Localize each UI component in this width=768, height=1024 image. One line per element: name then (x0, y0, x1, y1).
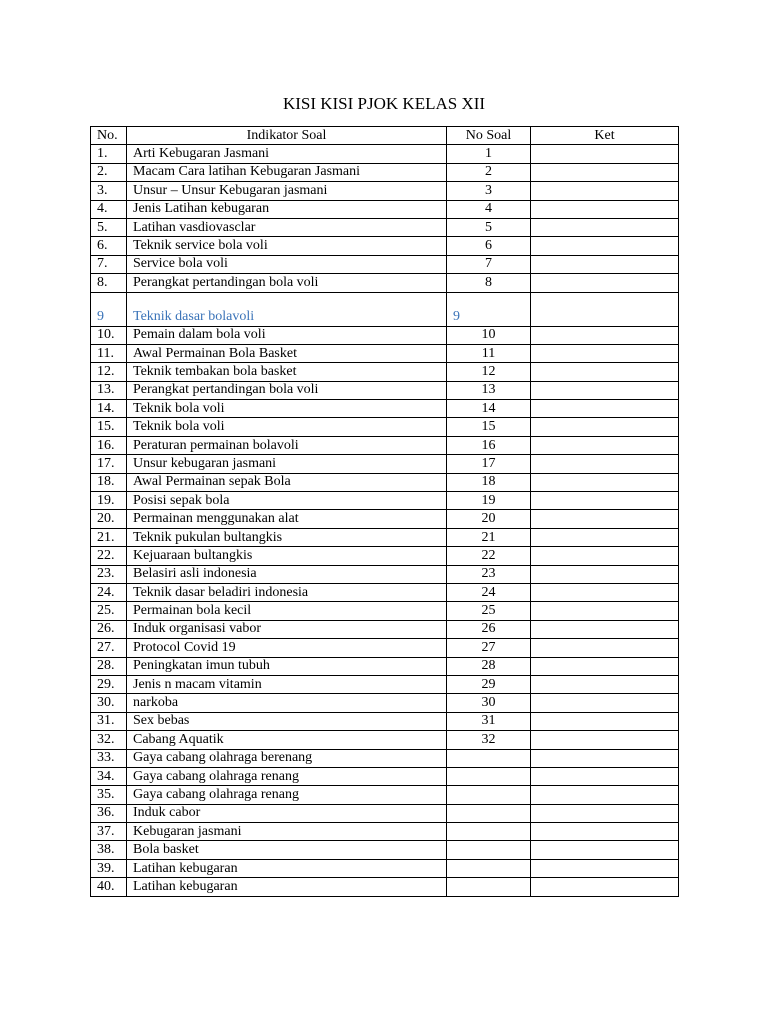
row-no-soal: 11 (447, 344, 531, 362)
row-ket (531, 455, 679, 473)
row-indikator: Awal Permainan sepak Bola (127, 473, 447, 491)
row-ket (531, 492, 679, 510)
table-row (91, 620, 679, 638)
row-ket (531, 731, 679, 749)
row-no-soal (447, 859, 531, 877)
table-row (91, 255, 679, 273)
row-ket (531, 786, 679, 804)
table-row (91, 878, 679, 896)
row-ket (531, 163, 679, 181)
row-ket (531, 602, 679, 620)
table-row (91, 510, 679, 528)
row-ket (531, 841, 679, 859)
row-indikator: Arti Kebugaran Jasmani (127, 145, 447, 163)
row-number: 19. (91, 492, 127, 510)
row-number: 6. (91, 237, 127, 255)
row-ket (531, 528, 679, 546)
row-indikator: Service bola voli (127, 255, 447, 273)
row-indikator: Peningkatan imun tubuh (127, 657, 447, 675)
table-row (91, 712, 679, 730)
row-no-soal (447, 786, 531, 804)
table-row (91, 675, 679, 693)
row-no-soal: 15 (447, 418, 531, 436)
table-row (91, 218, 679, 236)
row-ket (531, 675, 679, 693)
kisi-kisi-table (90, 126, 679, 897)
row-number: 40. (91, 878, 127, 896)
table-row (91, 841, 679, 859)
row-ket (531, 749, 679, 767)
row-indikator: Permainan menggunakan alat (127, 510, 447, 528)
row-number: 5. (91, 218, 127, 236)
row-indikator: Teknik tembakan bola basket (127, 363, 447, 381)
row-indikator: Gaya cabang olahraga renang (127, 786, 447, 804)
row-ket (531, 292, 679, 326)
row-indikator: Latihan vasdiovasclar (127, 218, 447, 236)
table-row (91, 859, 679, 877)
row-number: 12. (91, 363, 127, 381)
table-row (91, 363, 679, 381)
row-indikator: Perangkat pertandingan bola voli (127, 274, 447, 292)
table-row (91, 200, 679, 218)
table-row (91, 473, 679, 491)
table-row (91, 583, 679, 601)
row-no-soal: 24 (447, 583, 531, 601)
table-row (91, 749, 679, 767)
row-number: 35. (91, 786, 127, 804)
row-no-soal: 16 (447, 436, 531, 454)
row-ket (531, 712, 679, 730)
row-no-soal: 29 (447, 675, 531, 693)
row-number: 7. (91, 255, 127, 273)
row-no-soal: 21 (447, 528, 531, 546)
row-no-soal: 22 (447, 547, 531, 565)
table-row (91, 694, 679, 712)
row-ket (531, 436, 679, 454)
row-number: 36. (91, 804, 127, 822)
row-ket (531, 859, 679, 877)
row-number: 16. (91, 436, 127, 454)
row-number: 38. (91, 841, 127, 859)
row-no-soal: 6 (447, 237, 531, 255)
row-ket (531, 878, 679, 896)
row-ket (531, 237, 679, 255)
row-indikator: Bola basket (127, 841, 447, 859)
row-ket (531, 400, 679, 418)
row-no-soal: 17 (447, 455, 531, 473)
row-indikator: Kejuaraan bultangkis (127, 547, 447, 565)
row-indikator: Cabang Aquatik (127, 731, 447, 749)
row-number: 17. (91, 455, 127, 473)
table-row (91, 492, 679, 510)
row-no-soal: 28 (447, 657, 531, 675)
row-ket (531, 767, 679, 785)
row-ket (531, 200, 679, 218)
row-number: 27. (91, 639, 127, 657)
row-no-soal: 20 (447, 510, 531, 528)
row-number: 2. (91, 163, 127, 181)
row-number: 10. (91, 326, 127, 344)
table-row (91, 237, 679, 255)
row-no-soal: 3 (447, 182, 531, 200)
row-no-soal: 30 (447, 694, 531, 712)
row-no-soal: 2 (447, 163, 531, 181)
table-row (91, 804, 679, 822)
row-no-soal (447, 878, 531, 896)
header-no-soal: No Soal (447, 127, 531, 145)
row-indikator: Latihan kebugaran (127, 878, 447, 896)
row-no-soal: 1 (447, 145, 531, 163)
row-indikator: Teknik bola voli (127, 418, 447, 436)
row-no-soal (447, 804, 531, 822)
table-row (91, 418, 679, 436)
table-row (91, 292, 679, 326)
row-ket (531, 473, 679, 491)
row-no-soal: 31 (447, 712, 531, 730)
row-indikator: Gaya cabang olahraga renang (127, 767, 447, 785)
row-no-soal: 7 (447, 255, 531, 273)
row-indikator: Teknik pukulan bultangkis (127, 528, 447, 546)
row-number: 37. (91, 823, 127, 841)
row-ket (531, 657, 679, 675)
row-no-soal: 4 (447, 200, 531, 218)
row-indikator: Jenis n macam vitamin (127, 675, 447, 693)
table-header-row (91, 127, 679, 145)
row-number: 11. (91, 344, 127, 362)
row-indikator: Latihan kebugaran (127, 859, 447, 877)
table-row (91, 163, 679, 181)
row-number: 24. (91, 583, 127, 601)
header-no: No. (91, 127, 127, 145)
row-ket (531, 363, 679, 381)
row-indikator: Jenis Latihan kebugaran (127, 200, 447, 218)
row-number: 3. (91, 182, 127, 200)
row-ket (531, 639, 679, 657)
row-no-soal: 5 (447, 218, 531, 236)
row-number: 31. (91, 712, 127, 730)
row-ket (531, 804, 679, 822)
row-ket (531, 620, 679, 638)
row-number: 20. (91, 510, 127, 528)
row-indikator: Unsur kebugaran jasmani (127, 455, 447, 473)
row-indikator: Belasiri asli indonesia (127, 565, 447, 583)
table-row (91, 547, 679, 565)
row-no-soal (447, 823, 531, 841)
document-title: KISI KISI PJOK KELAS XII (282, 94, 486, 113)
row-indikator: Induk cabor (127, 804, 447, 822)
table-row (91, 565, 679, 583)
header-indikator-soal: Indikator Soal (127, 127, 447, 145)
row-number: 33. (91, 749, 127, 767)
row-ket (531, 583, 679, 601)
row-indikator: Posisi sepak bola (127, 492, 447, 510)
table-row (91, 344, 679, 362)
table-row (91, 731, 679, 749)
row-indikator: Pemain dalam bola voli (127, 326, 447, 344)
row-number: 29. (91, 675, 127, 693)
row-number: 18. (91, 473, 127, 491)
row-indikator: Perangkat pertandingan bola voli (127, 381, 447, 399)
row-ket (531, 418, 679, 436)
row-no-soal: 8 (447, 274, 531, 292)
row-ket (531, 344, 679, 362)
row-no-soal: 9 (447, 292, 531, 326)
row-ket (531, 274, 679, 292)
row-indikator: Permainan bola kecil (127, 602, 447, 620)
row-indikator: Teknik service bola voli (127, 237, 447, 255)
table-row (91, 436, 679, 454)
header-ket: Ket (531, 127, 679, 145)
table-body (91, 145, 679, 896)
table-row (91, 274, 679, 292)
row-no-soal: 14 (447, 400, 531, 418)
row-number: 34. (91, 767, 127, 785)
row-number: 28. (91, 657, 127, 675)
row-indikator: Protocol Covid 19 (127, 639, 447, 657)
row-ket (531, 255, 679, 273)
row-ket (531, 381, 679, 399)
table-row (91, 602, 679, 620)
row-indikator: Teknik dasar beladiri indonesia (127, 583, 447, 601)
row-number: 26. (91, 620, 127, 638)
row-indikator: Sex bebas (127, 712, 447, 730)
row-number: 25. (91, 602, 127, 620)
row-ket (531, 510, 679, 528)
row-ket (531, 182, 679, 200)
row-number: 30. (91, 694, 127, 712)
row-number: 14. (91, 400, 127, 418)
row-number: 15. (91, 418, 127, 436)
table-row (91, 326, 679, 344)
row-number: 4. (91, 200, 127, 218)
row-indikator: Macam Cara latihan Kebugaran Jasmani (127, 163, 447, 181)
row-no-soal: 23 (447, 565, 531, 583)
table-row (91, 657, 679, 675)
row-indikator: Awal Permainan Bola Basket (127, 344, 447, 362)
row-number: 9 (91, 292, 127, 326)
row-ket (531, 218, 679, 236)
row-number: 21. (91, 528, 127, 546)
row-ket (531, 547, 679, 565)
table-row (91, 786, 679, 804)
row-number: 23. (91, 565, 127, 583)
row-indikator: Teknik bola voli (127, 400, 447, 418)
row-number: 13. (91, 381, 127, 399)
table-row (91, 145, 679, 163)
row-indikator: Kebugaran jasmani (127, 823, 447, 841)
table-row (91, 823, 679, 841)
table-row (91, 528, 679, 546)
table-row (91, 400, 679, 418)
row-no-soal: 18 (447, 473, 531, 491)
row-ket (531, 326, 679, 344)
row-number: 22. (91, 547, 127, 565)
table-row (91, 767, 679, 785)
row-indikator: Unsur – Unsur Kebugaran jasmani (127, 182, 447, 200)
row-number: 39. (91, 859, 127, 877)
table-row (91, 455, 679, 473)
row-indikator: Gaya cabang olahraga berenang (127, 749, 447, 767)
row-ket (531, 823, 679, 841)
row-number: 1. (91, 145, 127, 163)
row-indikator: Peraturan permainan bolavoli (127, 436, 447, 454)
row-no-soal (447, 749, 531, 767)
row-no-soal (447, 841, 531, 859)
row-no-soal: 26 (447, 620, 531, 638)
row-ket (531, 565, 679, 583)
row-ket (531, 694, 679, 712)
row-indikator: narkoba (127, 694, 447, 712)
table-row (91, 639, 679, 657)
row-no-soal: 13 (447, 381, 531, 399)
row-no-soal: 25 (447, 602, 531, 620)
table-row (91, 381, 679, 399)
row-no-soal: 32 (447, 731, 531, 749)
row-no-soal: 19 (447, 492, 531, 510)
row-indikator: Teknik dasar bolavoli (127, 292, 447, 326)
row-no-soal (447, 767, 531, 785)
row-no-soal: 27 (447, 639, 531, 657)
row-ket (531, 145, 679, 163)
row-indikator: Induk organisasi vabor (127, 620, 447, 638)
row-number: 8. (91, 274, 127, 292)
table-row (91, 182, 679, 200)
row-number: 32. (91, 731, 127, 749)
row-no-soal: 10 (447, 326, 531, 344)
row-no-soal: 12 (447, 363, 531, 381)
